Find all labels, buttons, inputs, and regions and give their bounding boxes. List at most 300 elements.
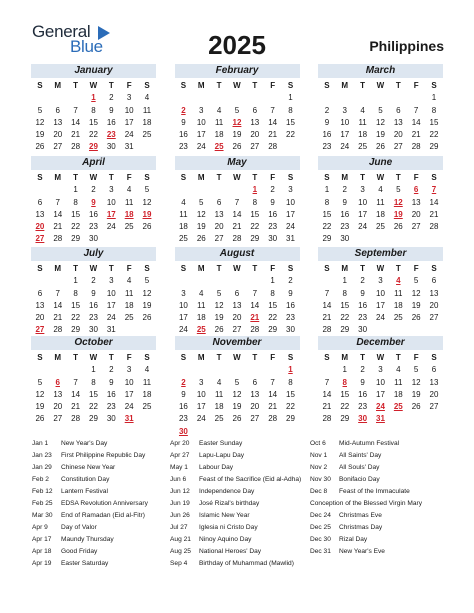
- date-cell: 4: [216, 105, 222, 115]
- month-december: [318, 336, 443, 426]
- date-cell: 13: [214, 209, 224, 219]
- holiday-entry: [32, 498, 148, 510]
- weekday-label: S: [144, 81, 150, 90]
- holiday-entry-name: Ninoy Aquino Day: [199, 536, 252, 543]
- weekday-label: W: [233, 173, 241, 182]
- date-cell: 10: [124, 377, 134, 387]
- date-cell: 22: [89, 130, 98, 140]
- date-cell: 8: [288, 377, 293, 387]
- date-cell: 18: [214, 130, 224, 140]
- weekday-label: M: [341, 264, 349, 273]
- weekday-label: W: [233, 81, 241, 90]
- holiday-entry-name: Independence Day: [199, 488, 255, 495]
- date-cell: 23: [178, 142, 188, 152]
- holiday-entry-date: Feb 2: [32, 476, 49, 483]
- empty-cell: [102, 233, 120, 245]
- holiday-entry: [32, 510, 148, 522]
- date-cell: 14: [232, 209, 242, 219]
- date-cell: 7: [252, 288, 258, 298]
- holiday-entry-name: Mid-Autumn Festival: [339, 440, 400, 447]
- date-cell: 14: [411, 117, 421, 127]
- date-cell: 30: [106, 142, 116, 152]
- date-cell: 17: [376, 300, 385, 310]
- date-cell: 3: [199, 377, 204, 387]
- holiday-entry-date: Nov 2: [310, 464, 328, 471]
- holiday-entry: [310, 450, 422, 462]
- date-cell: 12: [142, 288, 152, 298]
- holiday-entry-date: Dec 31: [310, 548, 331, 555]
- weekday-label: S: [144, 353, 150, 362]
- date-cell: 9: [270, 197, 275, 207]
- date-cell: 4: [181, 197, 186, 207]
- date-cell: 15: [286, 389, 295, 399]
- date-cell: 8: [270, 288, 275, 298]
- week-row: [31, 92, 156, 104]
- holiday-entry-name: First Philippine Republic Day: [61, 452, 146, 459]
- date-cell: 28: [53, 325, 63, 335]
- holiday-date: 2: [181, 377, 186, 387]
- date-cell: 30: [89, 234, 98, 244]
- date-cell: 30: [106, 414, 116, 424]
- week-row: [175, 377, 300, 389]
- holiday-entry: [32, 450, 148, 462]
- weekday-label: T: [252, 173, 258, 182]
- month-june: [318, 156, 443, 246]
- weekday-label: S: [324, 173, 330, 182]
- date-cell: 25: [142, 130, 152, 140]
- date-cell: 6: [431, 276, 437, 286]
- date-cell: 19: [376, 130, 385, 140]
- weekday-label: F: [413, 81, 419, 90]
- date-cell: 15: [89, 117, 98, 127]
- date-cell: 2: [342, 185, 347, 195]
- date-cell: 25: [178, 234, 188, 244]
- date-cell: 16: [178, 130, 188, 140]
- empty-cell: [407, 92, 425, 104]
- empty-cell: [354, 92, 372, 104]
- holiday-date: 24: [376, 402, 385, 412]
- empty-cell: [425, 233, 443, 245]
- weekday-label: F: [126, 173, 132, 182]
- holiday-entry-name: EDSA Revolution Anniversary: [61, 500, 148, 507]
- date-cell: 23: [89, 313, 98, 323]
- weekday-header-row: [31, 263, 156, 275]
- holiday-entry: [170, 546, 301, 558]
- week-row: [175, 401, 300, 413]
- date-cell: 21: [268, 402, 278, 412]
- holiday-date: 6: [55, 377, 60, 387]
- date-cell: 9: [109, 377, 114, 387]
- weekday-label: S: [324, 353, 330, 362]
- date-cell: 1: [431, 93, 437, 103]
- date-cell: 9: [109, 105, 114, 115]
- holiday-date: 6: [413, 185, 419, 195]
- date-cell: 1: [324, 185, 330, 195]
- week-row: [318, 288, 443, 300]
- week-row: [175, 288, 300, 300]
- holiday-date: 20: [35, 222, 45, 232]
- date-cell: 11: [142, 105, 152, 115]
- date-cell: 24: [376, 313, 385, 323]
- holiday-entry-name: Easter Sunday: [199, 440, 243, 447]
- empty-cell: [210, 426, 228, 438]
- date-cell: 8: [252, 197, 258, 207]
- holiday-date: 21: [250, 313, 260, 323]
- date-cell: 25: [393, 313, 403, 323]
- week-row: [175, 364, 300, 376]
- date-cell: 11: [197, 300, 206, 310]
- holiday-entry: [170, 558, 301, 570]
- date-cell: 9: [324, 117, 330, 127]
- week-row: [175, 105, 300, 117]
- empty-cell: [210, 364, 228, 376]
- date-cell: 12: [35, 117, 45, 127]
- holiday-column: [32, 438, 148, 570]
- holiday-entry-date: Jul 27: [170, 524, 188, 531]
- date-cell: 23: [358, 313, 368, 323]
- weekday-label: T: [395, 81, 401, 90]
- week-row: [175, 300, 300, 312]
- date-cell: 10: [286, 197, 295, 207]
- holiday-entry-date: Apr 27: [170, 452, 190, 459]
- date-cell: 23: [106, 402, 116, 412]
- date-cell: 23: [286, 313, 295, 323]
- empty-cell: [210, 92, 228, 104]
- week-row: [31, 401, 156, 413]
- date-cell: 11: [376, 197, 385, 207]
- date-cell: 25: [214, 414, 224, 424]
- empty-cell: [318, 364, 336, 376]
- holiday-entry-date: Apr 17: [32, 536, 52, 543]
- holiday-date: 18: [124, 209, 134, 219]
- empty-cell: [192, 92, 210, 104]
- date-cell: 12: [142, 197, 152, 207]
- holiday-entry-name: Easter Saturday: [61, 560, 109, 567]
- date-cell: 17: [124, 117, 134, 127]
- date-cell: 14: [71, 389, 81, 399]
- date-cell: 27: [429, 313, 439, 323]
- holiday-entry: [310, 510, 422, 522]
- weekday-label: S: [180, 173, 187, 182]
- date-cell: 27: [250, 142, 260, 152]
- holiday-entry-date: Mar 30: [32, 512, 53, 519]
- date-cell: 27: [53, 414, 63, 424]
- date-cell: 8: [73, 197, 78, 207]
- date-cell: 28: [322, 414, 332, 424]
- date-cell: 5: [216, 288, 222, 298]
- holiday-entry: [170, 486, 301, 498]
- date-cell: 20: [411, 209, 421, 219]
- date-cell: 3: [360, 185, 365, 195]
- week-row: [318, 413, 443, 425]
- date-cell: 4: [144, 365, 150, 375]
- weekday-label: F: [413, 173, 419, 182]
- date-cell: 14: [322, 389, 332, 399]
- date-cell: 15: [268, 300, 278, 310]
- date-cell: 23: [340, 222, 350, 232]
- week-row: [318, 312, 443, 324]
- date-cell: 16: [340, 209, 350, 219]
- date-cell: 21: [268, 130, 278, 140]
- date-cell: 27: [232, 325, 242, 335]
- week-row: [31, 117, 156, 129]
- holiday-entry: [310, 534, 422, 546]
- week-row: [31, 364, 156, 376]
- holiday-entry: [32, 534, 148, 546]
- week-row: [318, 105, 443, 117]
- holiday-date: 1: [252, 185, 258, 195]
- date-cell: 16: [89, 300, 98, 310]
- date-cell: 17: [340, 130, 350, 140]
- holiday-entry: [32, 438, 148, 450]
- empty-cell: [228, 275, 246, 287]
- date-cell: 21: [71, 402, 81, 412]
- date-cell: 7: [324, 288, 330, 298]
- holiday-entry: [310, 438, 422, 450]
- date-cell: 26: [35, 142, 45, 152]
- empty-cell: [282, 141, 300, 153]
- holiday-date: 19: [142, 209, 152, 219]
- holiday-entry-name: All Saints' Day: [339, 452, 382, 459]
- holiday-entry-date: Feb 25: [32, 500, 53, 507]
- weekday-label: T: [108, 81, 114, 90]
- month-title: October: [31, 336, 156, 350]
- month-title: July: [31, 247, 156, 261]
- empty-cell: [389, 413, 407, 425]
- empty-cell: [372, 233, 390, 245]
- date-cell: 24: [106, 313, 116, 323]
- empty-cell: [389, 324, 407, 336]
- holiday-entry-date: Feb 12: [32, 488, 53, 495]
- date-cell: 9: [181, 117, 186, 127]
- week-row: [31, 209, 156, 221]
- holiday-entry-date: Nov 1: [310, 452, 328, 459]
- date-cell: 5: [396, 185, 401, 195]
- empty-cell: [192, 275, 210, 287]
- week-row: [31, 105, 156, 117]
- empty-cell: [228, 426, 246, 438]
- holiday-entry-date: Nov 30: [310, 476, 331, 483]
- date-cell: 6: [37, 288, 43, 298]
- weekday-header-row: [31, 172, 156, 184]
- empty-cell: [407, 233, 425, 245]
- month-january: [31, 64, 156, 154]
- date-cell: 21: [322, 313, 332, 323]
- empty-cell: [372, 92, 390, 104]
- date-cell: 1: [270, 276, 275, 286]
- date-cell: 21: [322, 402, 332, 412]
- date-cell: 24: [196, 414, 206, 424]
- date-cell: 14: [53, 300, 63, 310]
- date-cell: 13: [35, 209, 45, 219]
- date-cell: 6: [252, 105, 258, 115]
- date-cell: 8: [324, 197, 330, 207]
- holiday-entry-name: Birthday of Muhammad (Mawlid): [199, 560, 294, 567]
- logo-general-text: General: [32, 22, 91, 41]
- holiday-entry-date: Jan 23: [32, 452, 52, 459]
- date-cell: 26: [214, 325, 224, 335]
- weekday-label: W: [89, 173, 98, 182]
- weekday-label: S: [37, 353, 43, 362]
- date-cell: 24: [286, 222, 295, 232]
- date-cell: 13: [53, 117, 63, 127]
- weekday-label: M: [54, 353, 62, 362]
- holiday-date: 27: [35, 234, 45, 244]
- holiday-date: 1: [91, 93, 96, 103]
- date-cell: 25: [124, 313, 134, 323]
- date-cell: 4: [216, 377, 222, 387]
- date-cell: 28: [268, 142, 278, 152]
- weekday-label: S: [180, 81, 187, 90]
- weekday-label: T: [216, 353, 222, 362]
- date-cell: 14: [71, 117, 81, 127]
- year-title: 2025: [208, 30, 266, 60]
- empty-cell: [318, 275, 336, 287]
- weekday-label: T: [252, 353, 258, 362]
- date-cell: 20: [214, 222, 224, 232]
- date-cell: 3: [126, 365, 132, 375]
- date-cell: 13: [53, 389, 63, 399]
- holiday-column: [310, 438, 422, 558]
- week-row: [175, 184, 300, 196]
- date-cell: 2: [109, 93, 114, 103]
- date-cell: 26: [376, 142, 385, 152]
- date-cell: 3: [378, 276, 383, 286]
- date-cell: 28: [268, 414, 278, 424]
- holiday-entry-date: Jun 19: [170, 500, 190, 507]
- date-cell: 26: [411, 402, 421, 412]
- holiday-entry-date: Jun 26: [170, 512, 190, 519]
- weekday-header-row: [175, 352, 300, 364]
- date-cell: 8: [431, 105, 437, 115]
- month-november: [175, 336, 300, 438]
- date-cell: 8: [73, 288, 78, 298]
- date-cell: 21: [71, 130, 81, 140]
- date-cell: 11: [394, 288, 403, 298]
- date-cell: 20: [53, 402, 63, 412]
- holiday-entry: [170, 534, 301, 546]
- date-cell: 22: [71, 313, 81, 323]
- week-row: [31, 324, 156, 336]
- empty-cell: [192, 184, 210, 196]
- date-cell: 7: [55, 197, 60, 207]
- holiday-entry: [32, 474, 148, 486]
- weekday-label: T: [360, 81, 366, 90]
- date-cell: 29: [322, 234, 332, 244]
- date-cell: 3: [199, 105, 204, 115]
- weekday-header-row: [31, 80, 156, 92]
- weekday-label: T: [108, 353, 114, 362]
- date-cell: 6: [431, 365, 437, 375]
- date-cell: 13: [429, 288, 439, 298]
- date-cell: 3: [126, 93, 132, 103]
- weekday-label: T: [252, 81, 258, 90]
- date-cell: 15: [322, 209, 332, 219]
- holiday-date: 25: [196, 325, 206, 335]
- week-row: [31, 275, 156, 287]
- weekday-label: S: [431, 353, 437, 362]
- date-cell: 12: [411, 288, 421, 298]
- weekday-label: W: [376, 264, 385, 273]
- logo-blue-text: Blue: [70, 37, 103, 56]
- date-cell: 9: [342, 197, 347, 207]
- empty-cell: [389, 233, 407, 245]
- week-row: [175, 141, 300, 153]
- date-cell: 11: [124, 288, 134, 298]
- week-row: [175, 324, 300, 336]
- date-cell: 3: [288, 185, 293, 195]
- week-row: [175, 426, 300, 438]
- date-cell: 30: [358, 325, 368, 335]
- date-cell: 5: [234, 377, 240, 387]
- weekday-label: T: [395, 173, 401, 182]
- date-cell: 5: [234, 105, 240, 115]
- date-cell: 18: [124, 300, 134, 310]
- date-cell: 6: [37, 197, 43, 207]
- weekday-label: F: [270, 173, 276, 182]
- date-cell: 16: [106, 117, 116, 127]
- date-cell: 25: [142, 402, 152, 412]
- weekday-label: S: [37, 173, 43, 182]
- date-cell: 28: [232, 234, 242, 244]
- date-cell: 4: [144, 93, 150, 103]
- week-row: [318, 364, 443, 376]
- month-august: [175, 247, 300, 349]
- date-cell: 11: [179, 209, 188, 219]
- date-cell: 10: [106, 197, 116, 207]
- empty-cell: [49, 92, 67, 104]
- date-cell: 23: [178, 414, 188, 424]
- weekday-label: T: [216, 264, 222, 273]
- weekday-label: S: [144, 173, 150, 182]
- date-cell: 19: [35, 130, 45, 140]
- date-cell: 4: [199, 288, 204, 298]
- date-cell: 22: [429, 130, 439, 140]
- date-cell: 12: [232, 389, 242, 399]
- empty-cell: [138, 141, 156, 153]
- date-cell: 29: [340, 325, 350, 335]
- date-cell: 24: [358, 222, 368, 232]
- date-cell: 3: [109, 276, 114, 286]
- week-row: [318, 117, 443, 129]
- holiday-entry: [32, 558, 148, 570]
- weekday-label: F: [126, 264, 132, 273]
- date-cell: 14: [268, 389, 278, 399]
- date-cell: 30: [286, 325, 295, 335]
- date-cell: 15: [71, 209, 81, 219]
- holiday-entry: [170, 438, 301, 450]
- holiday-entry-name: Constitution Day: [61, 476, 110, 483]
- date-cell: 2: [288, 276, 293, 286]
- date-cell: 15: [89, 389, 98, 399]
- date-cell: 5: [37, 105, 43, 115]
- holiday-date: 4: [396, 276, 401, 286]
- month-september: [318, 247, 443, 337]
- holiday-entry-name: Feast of the Immaculate: [339, 488, 410, 495]
- date-cell: 29: [429, 142, 439, 152]
- date-cell: 20: [429, 389, 439, 399]
- weekday-label: F: [126, 81, 132, 90]
- weekday-label: F: [270, 353, 276, 362]
- holiday-date: 8: [342, 377, 347, 387]
- holiday-date: 29: [89, 142, 98, 152]
- date-cell: 17: [286, 209, 295, 219]
- date-cell: 22: [286, 130, 295, 140]
- date-cell: 29: [340, 414, 350, 424]
- weekday-label: T: [395, 353, 401, 362]
- weekday-label: T: [360, 173, 366, 182]
- week-row: [31, 221, 156, 233]
